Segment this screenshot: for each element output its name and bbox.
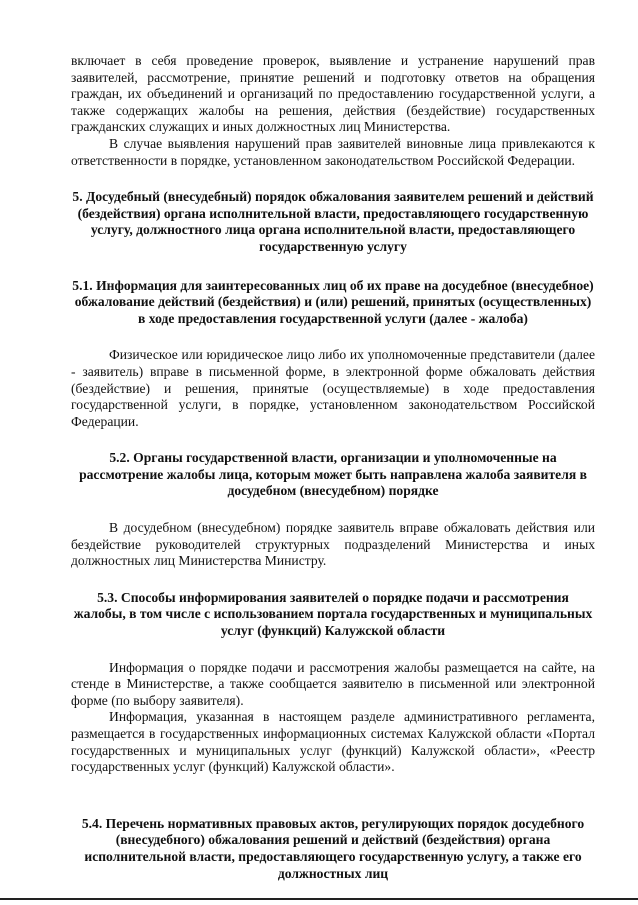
document-page: [71, 53, 595, 882]
section-5-3-heading: 5.3. Способы информирования заявителей о порядке подачи и рассмотрения жалобы, в том числе с использованием портала государственных и муниципальных услуг (функций) Калужской области: [73, 589, 593, 639]
section-5-3-paragraph-2: Информация, указанная в настоящем разделе административного регламента, размещается в государственных информационных системах Калужской области «Портал государственных и муниципальных услуг (функций) Калужской области», «Реестр государственных услуг (функций) Калужской области».: [71, 709, 595, 775]
page-bottom-edge: [0, 898, 638, 900]
section-5-heading: 5. Досудебный (внесудебный) порядок обжалования заявителем решений и действий (бездействия) органа исполнительной власти, предоставляющего государственную услугу, должностного лица органа исполнительной власти, предоставляющего государственную услугу: [72, 189, 594, 254]
intro-paragraph-1: включает в себя проведение проверок, выявление и устранение нарушений прав заявителей, рассмотрение, принятие решений и подготовку ответов на обращения граждан, их объединений и организаций по предоставлению государственной услуги, а также содержащих жалобы на решения, действия (бездействие) государственных гражданских служащих и иных должностных лиц Министерства.: [71, 53, 595, 135]
section-5-2-heading: 5.2. Органы государственной власти, организации и уполномоченные на рассмотрение жалобы лица, которым может быть направлена жалоба заявителя в досудебном (внесудебном) порядке: [79, 450, 587, 499]
section-5-3-paragraph-1: Информация о порядке подачи и рассмотрения жалобы размещается на сайте, на стенде в Министерстве, а также сообщается заявителю в письменной или электронной форме (по выбору заявителя).: [71, 659, 595, 708]
section-5-1-paragraph: Физическое или юридическое лицо либо их уполномоченные представители (далее - заявитель) вправе в письменной форме, в электронной форме обжаловать действия (бездействие) и решения, принятые (осуществляемые) в ходе предоставления государственной услуги, в порядке, установленном законодательством Российской Федерации.: [71, 347, 595, 429]
intro-paragraph-2: В случае выявления нарушений прав заявителей виновные лица привлекаются к ответственности в порядке, установленном законодательством Российской Федерации.: [71, 135, 595, 168]
section-5-1-heading: 5.1. Информация для заинтересованных лиц об их праве на досудебное (внесудебное) обжалование действий (бездействия) и (или) решений, принятых (осуществленных) в ходе предоставления государственной услуги (далее - жалоба): [72, 277, 594, 326]
section-5-4-heading: 5.4. Перечень нормативных правовых актов, регулирующих порядок досудебного (внесудебного) обжалования решений и действий (бездействия) органа исполнительной власти, предоставляющего государственную услугу, а также его должностных лиц: [81, 815, 585, 881]
section-5-2-paragraph: В досудебном (внесудебном) порядке заявитель вправе обжаловать действия или бездействие руководителей структурных подразделений Министерства и иных должностных лиц Министерства Министру.: [71, 520, 595, 569]
